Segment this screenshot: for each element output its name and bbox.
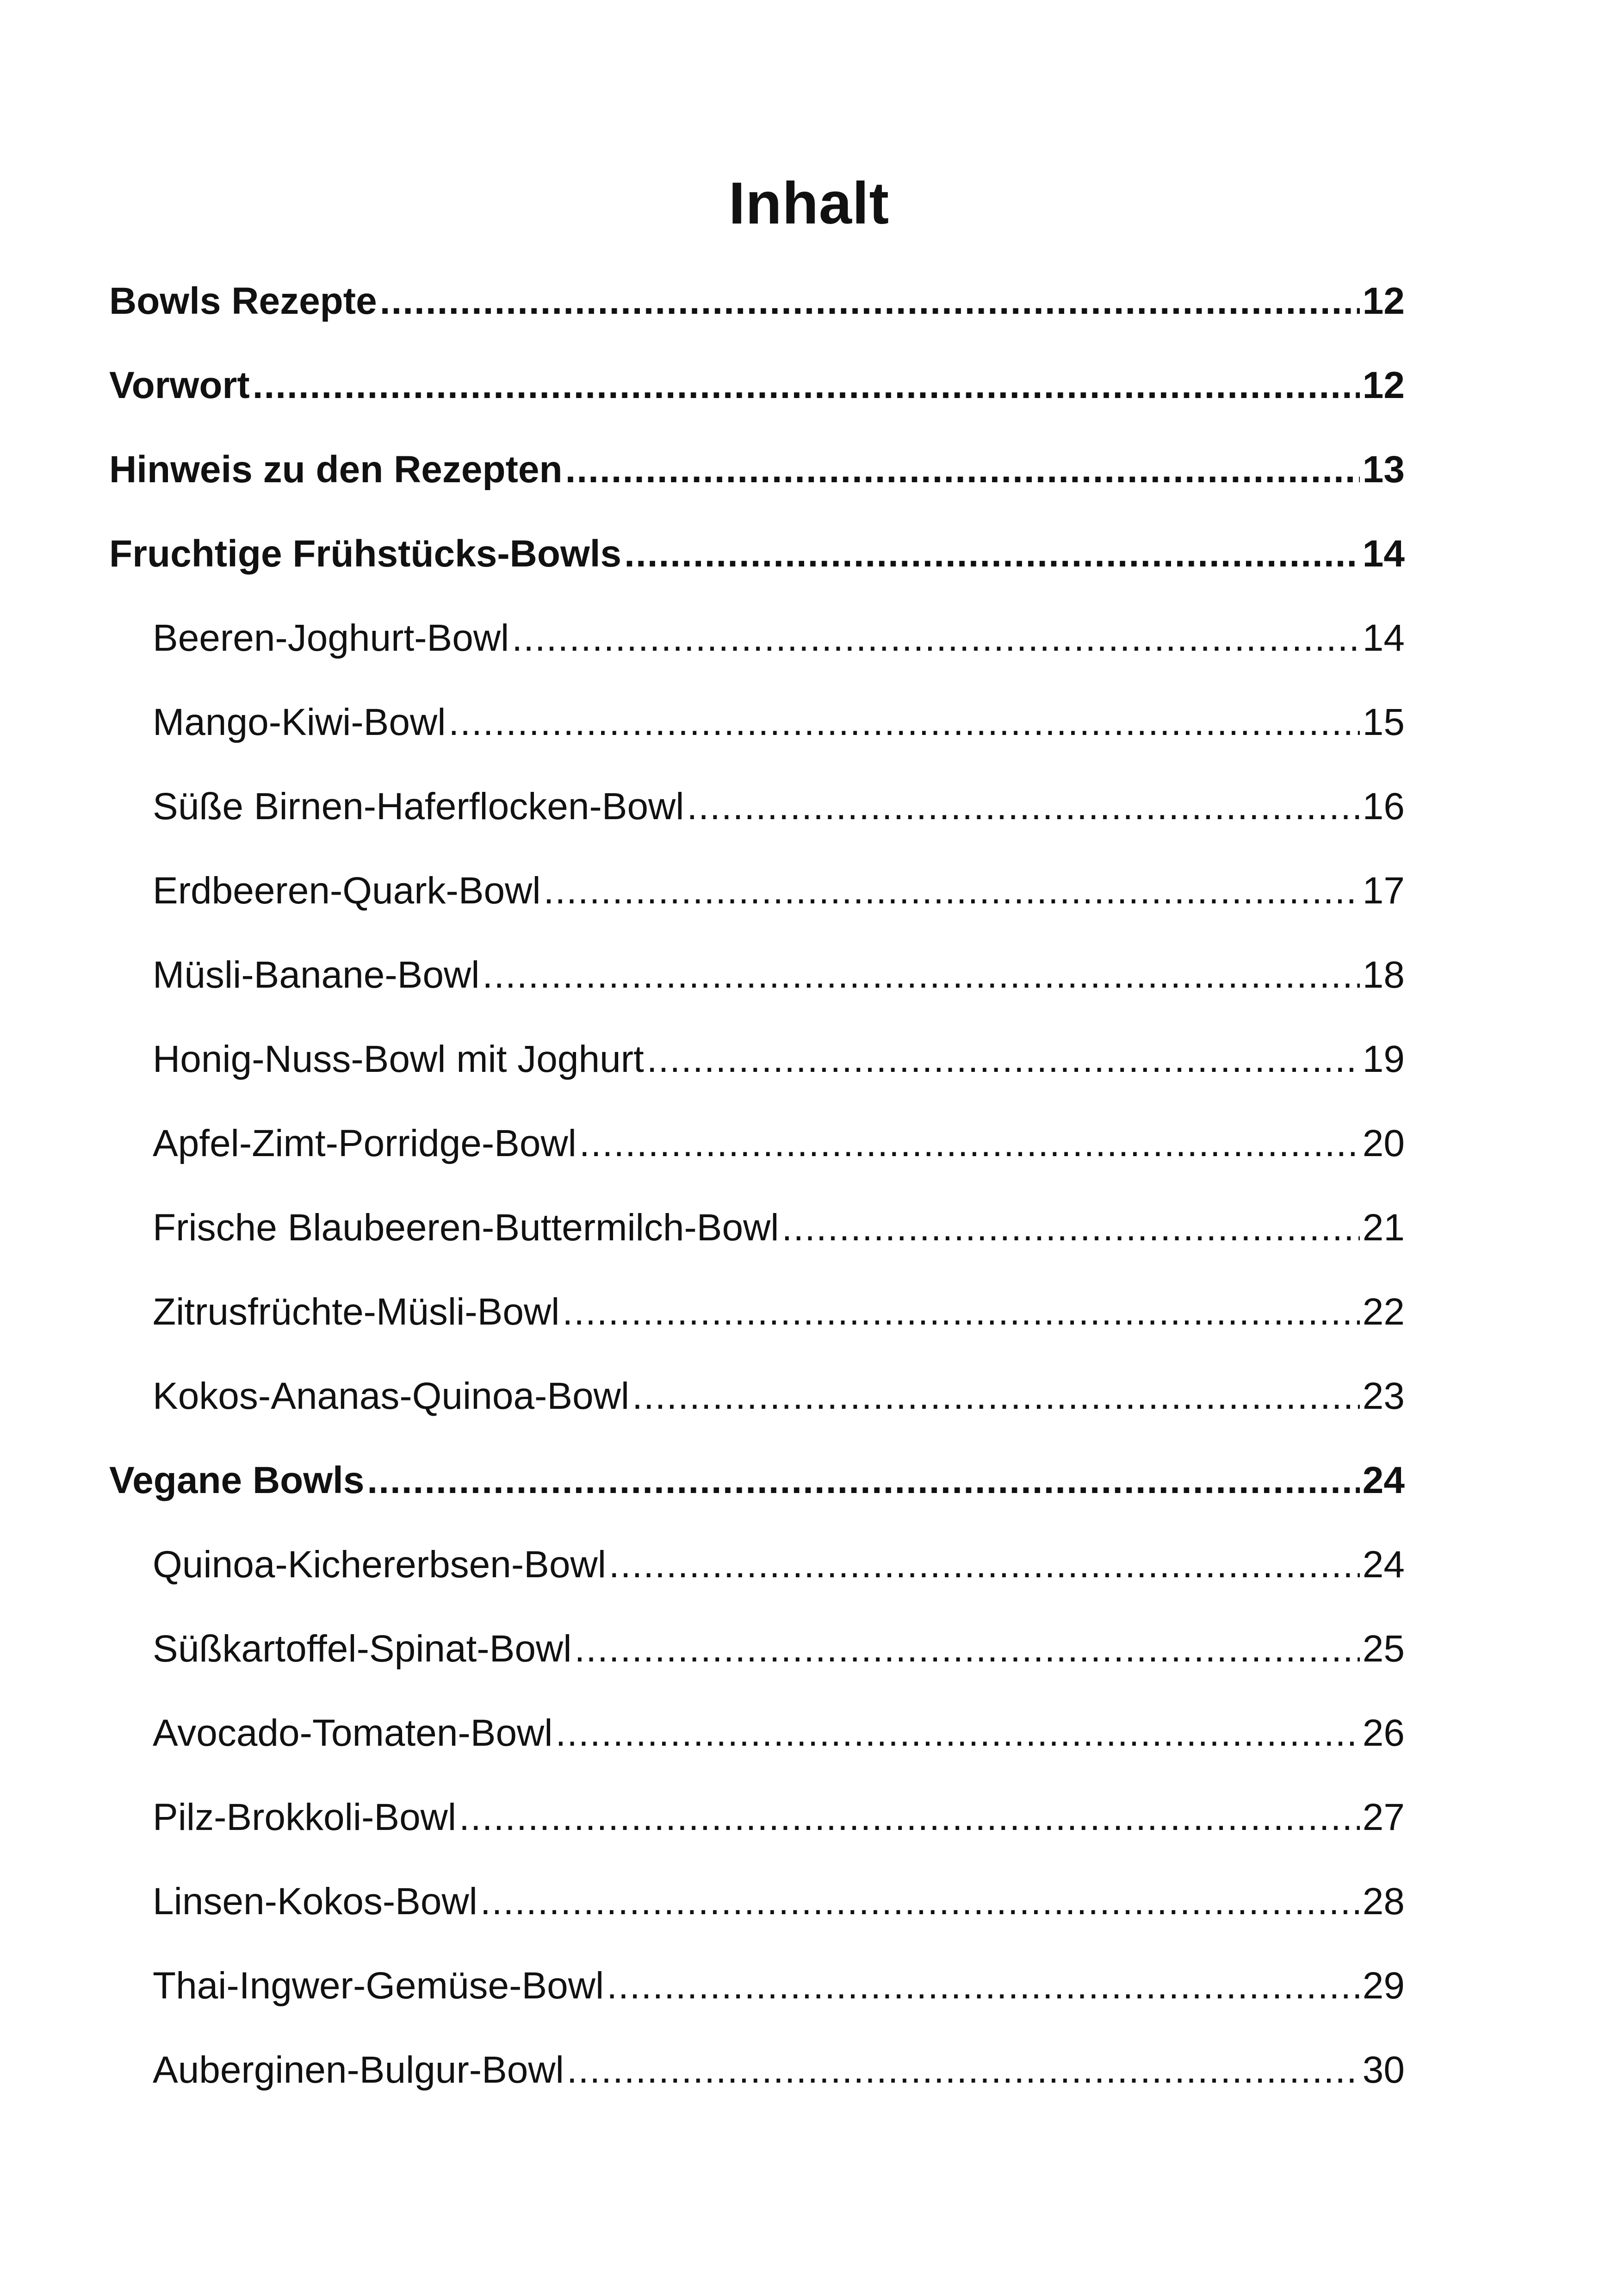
toc-entry-label: Auberginen-Bulgur-Bowl	[153, 2049, 564, 2091]
toc-recipe-entry[interactable]	[109, 1101, 1405, 1186]
toc-entry-label: Pilz-Brokkoli-Bowl	[153, 1796, 457, 1838]
toc-entry-page-number: 12	[1362, 364, 1405, 406]
dot-leader	[574, 1607, 1359, 1691]
dot-leader	[579, 1101, 1360, 1186]
toc-section-entry[interactable]	[109, 259, 1405, 343]
dot-leader	[448, 680, 1359, 765]
page-title: Inhalt	[728, 170, 890, 236]
toc-recipe-entry[interactable]	[109, 1775, 1405, 1860]
dot-leader	[555, 1691, 1359, 1775]
toc-section-entry[interactable]	[109, 512, 1405, 596]
table-of-contents	[109, 259, 1405, 2112]
toc-recipe-entry[interactable]	[109, 849, 1405, 933]
dot-leader	[380, 259, 1360, 343]
toc-entry-page-number: 29	[1362, 1965, 1405, 2007]
toc-entry-page-number: 25	[1362, 1628, 1405, 1670]
dot-leader	[562, 1270, 1359, 1354]
dot-leader	[512, 596, 1360, 680]
toc-recipe-entry[interactable]	[109, 1691, 1405, 1775]
toc-recipe-entry[interactable]	[109, 1944, 1405, 2028]
toc-recipe-entry[interactable]	[109, 1017, 1405, 1101]
toc-entry-page-number: 16	[1362, 785, 1405, 828]
toc-entry-label: Bowls Rezepte	[109, 280, 377, 322]
toc-entry-page-number: 14	[1362, 617, 1405, 659]
toc-recipe-entry[interactable]	[109, 2028, 1405, 2112]
dot-leader	[632, 1354, 1360, 1438]
toc-recipe-entry[interactable]	[109, 1186, 1405, 1270]
toc-recipe-entry[interactable]	[109, 1354, 1405, 1438]
toc-entry-label: Vegane Bowls	[109, 1459, 365, 1501]
dot-leader	[367, 1438, 1359, 1523]
toc-entry-page-number: 20	[1362, 1122, 1405, 1164]
toc-entry-label: Beeren-Joghurt-Bowl	[153, 617, 509, 659]
toc-entry-label: Linsen-Kokos-Bowl	[153, 1880, 477, 1923]
toc-entry-page-number: 19	[1362, 1038, 1405, 1080]
dot-leader	[565, 428, 1360, 512]
toc-entry-page-number: 13	[1362, 448, 1405, 491]
toc-entry-page-number: 12	[1362, 280, 1405, 322]
toc-entry-label: Apfel-Zimt-Porridge-Bowl	[153, 1122, 577, 1164]
toc-recipe-entry[interactable]	[109, 596, 1405, 680]
toc-entry-label: Kokos-Ananas-Quinoa-Bowl	[153, 1375, 630, 1417]
toc-entry-page-number: 24	[1362, 1543, 1405, 1586]
toc-entry-label: Avocado-Tomaten-Bowl	[153, 1712, 553, 1754]
dot-leader	[609, 1523, 1360, 1607]
dot-leader	[544, 849, 1360, 933]
toc-entry-label: Frische Blaubeeren-Buttermilch-Bowl	[153, 1207, 779, 1249]
toc-entry-page-number: 22	[1362, 1291, 1405, 1333]
dot-leader	[459, 1775, 1360, 1860]
toc-entry-label: Müsli-Banane-Bowl	[153, 954, 480, 996]
toc-entry-page-number: 15	[1362, 701, 1405, 743]
dot-leader	[480, 1860, 1360, 1944]
dot-leader	[567, 2028, 1360, 2112]
toc-recipe-entry[interactable]	[109, 1607, 1405, 1691]
toc-entry-page-number: 30	[1362, 2049, 1405, 2091]
toc-section-entry[interactable]	[109, 1438, 1405, 1523]
toc-entry-page-number: 23	[1362, 1375, 1405, 1417]
toc-entry-label: Süße Birnen-Haferflocken-Bowl	[153, 785, 684, 828]
dot-leader	[253, 343, 1360, 428]
toc-entry-label: Honig-Nuss-Bowl mit Joghurt	[153, 1038, 644, 1080]
toc-entry-label: Fruchtige Frühstücks-Bowls	[109, 533, 622, 575]
toc-recipe-entry[interactable]	[109, 680, 1405, 765]
toc-entry-label: Hinweis zu den Rezepten	[109, 448, 563, 491]
dot-leader	[482, 933, 1359, 1017]
toc-entry-page-number: 18	[1362, 954, 1405, 996]
toc-recipe-entry[interactable]	[109, 765, 1405, 849]
toc-entry-label: Süßkartoffel-Spinat-Bowl	[153, 1628, 572, 1670]
dot-leader	[687, 765, 1359, 849]
toc-entry-label: Quinoa-Kichererbsen-Bowl	[153, 1543, 606, 1586]
toc-entry-label: Thai-Ingwer-Gemüse-Bowl	[153, 1965, 604, 2007]
toc-entry-page-number: 24	[1362, 1459, 1405, 1501]
dot-leader	[647, 1017, 1360, 1101]
toc-recipe-entry[interactable]	[109, 1270, 1405, 1354]
toc-section-entry[interactable]	[109, 343, 1405, 428]
toc-entry-label: Erdbeeren-Quark-Bowl	[153, 870, 541, 912]
toc-entry-label: Mango-Kiwi-Bowl	[153, 701, 446, 743]
toc-entry-page-number: 21	[1362, 1207, 1405, 1249]
toc-entry-page-number: 14	[1362, 533, 1405, 575]
toc-entry-page-number: 26	[1362, 1712, 1405, 1754]
toc-entry-page-number: 28	[1362, 1880, 1405, 1923]
toc-recipe-entry[interactable]	[109, 933, 1405, 1017]
toc-recipe-entry[interactable]	[109, 1860, 1405, 1944]
toc-section-entry[interactable]	[109, 428, 1405, 512]
toc-entry-page-number: 27	[1362, 1796, 1405, 1838]
toc-entry-label: Vorwort	[109, 364, 250, 406]
toc-recipe-entry[interactable]	[109, 1523, 1405, 1607]
toc-entry-page-number: 17	[1362, 870, 1405, 912]
dot-leader	[624, 512, 1360, 596]
dot-leader	[782, 1186, 1360, 1270]
toc-entry-label: Zitrusfrüchte-Müsli-Bowl	[153, 1291, 560, 1333]
dot-leader	[607, 1944, 1360, 2028]
